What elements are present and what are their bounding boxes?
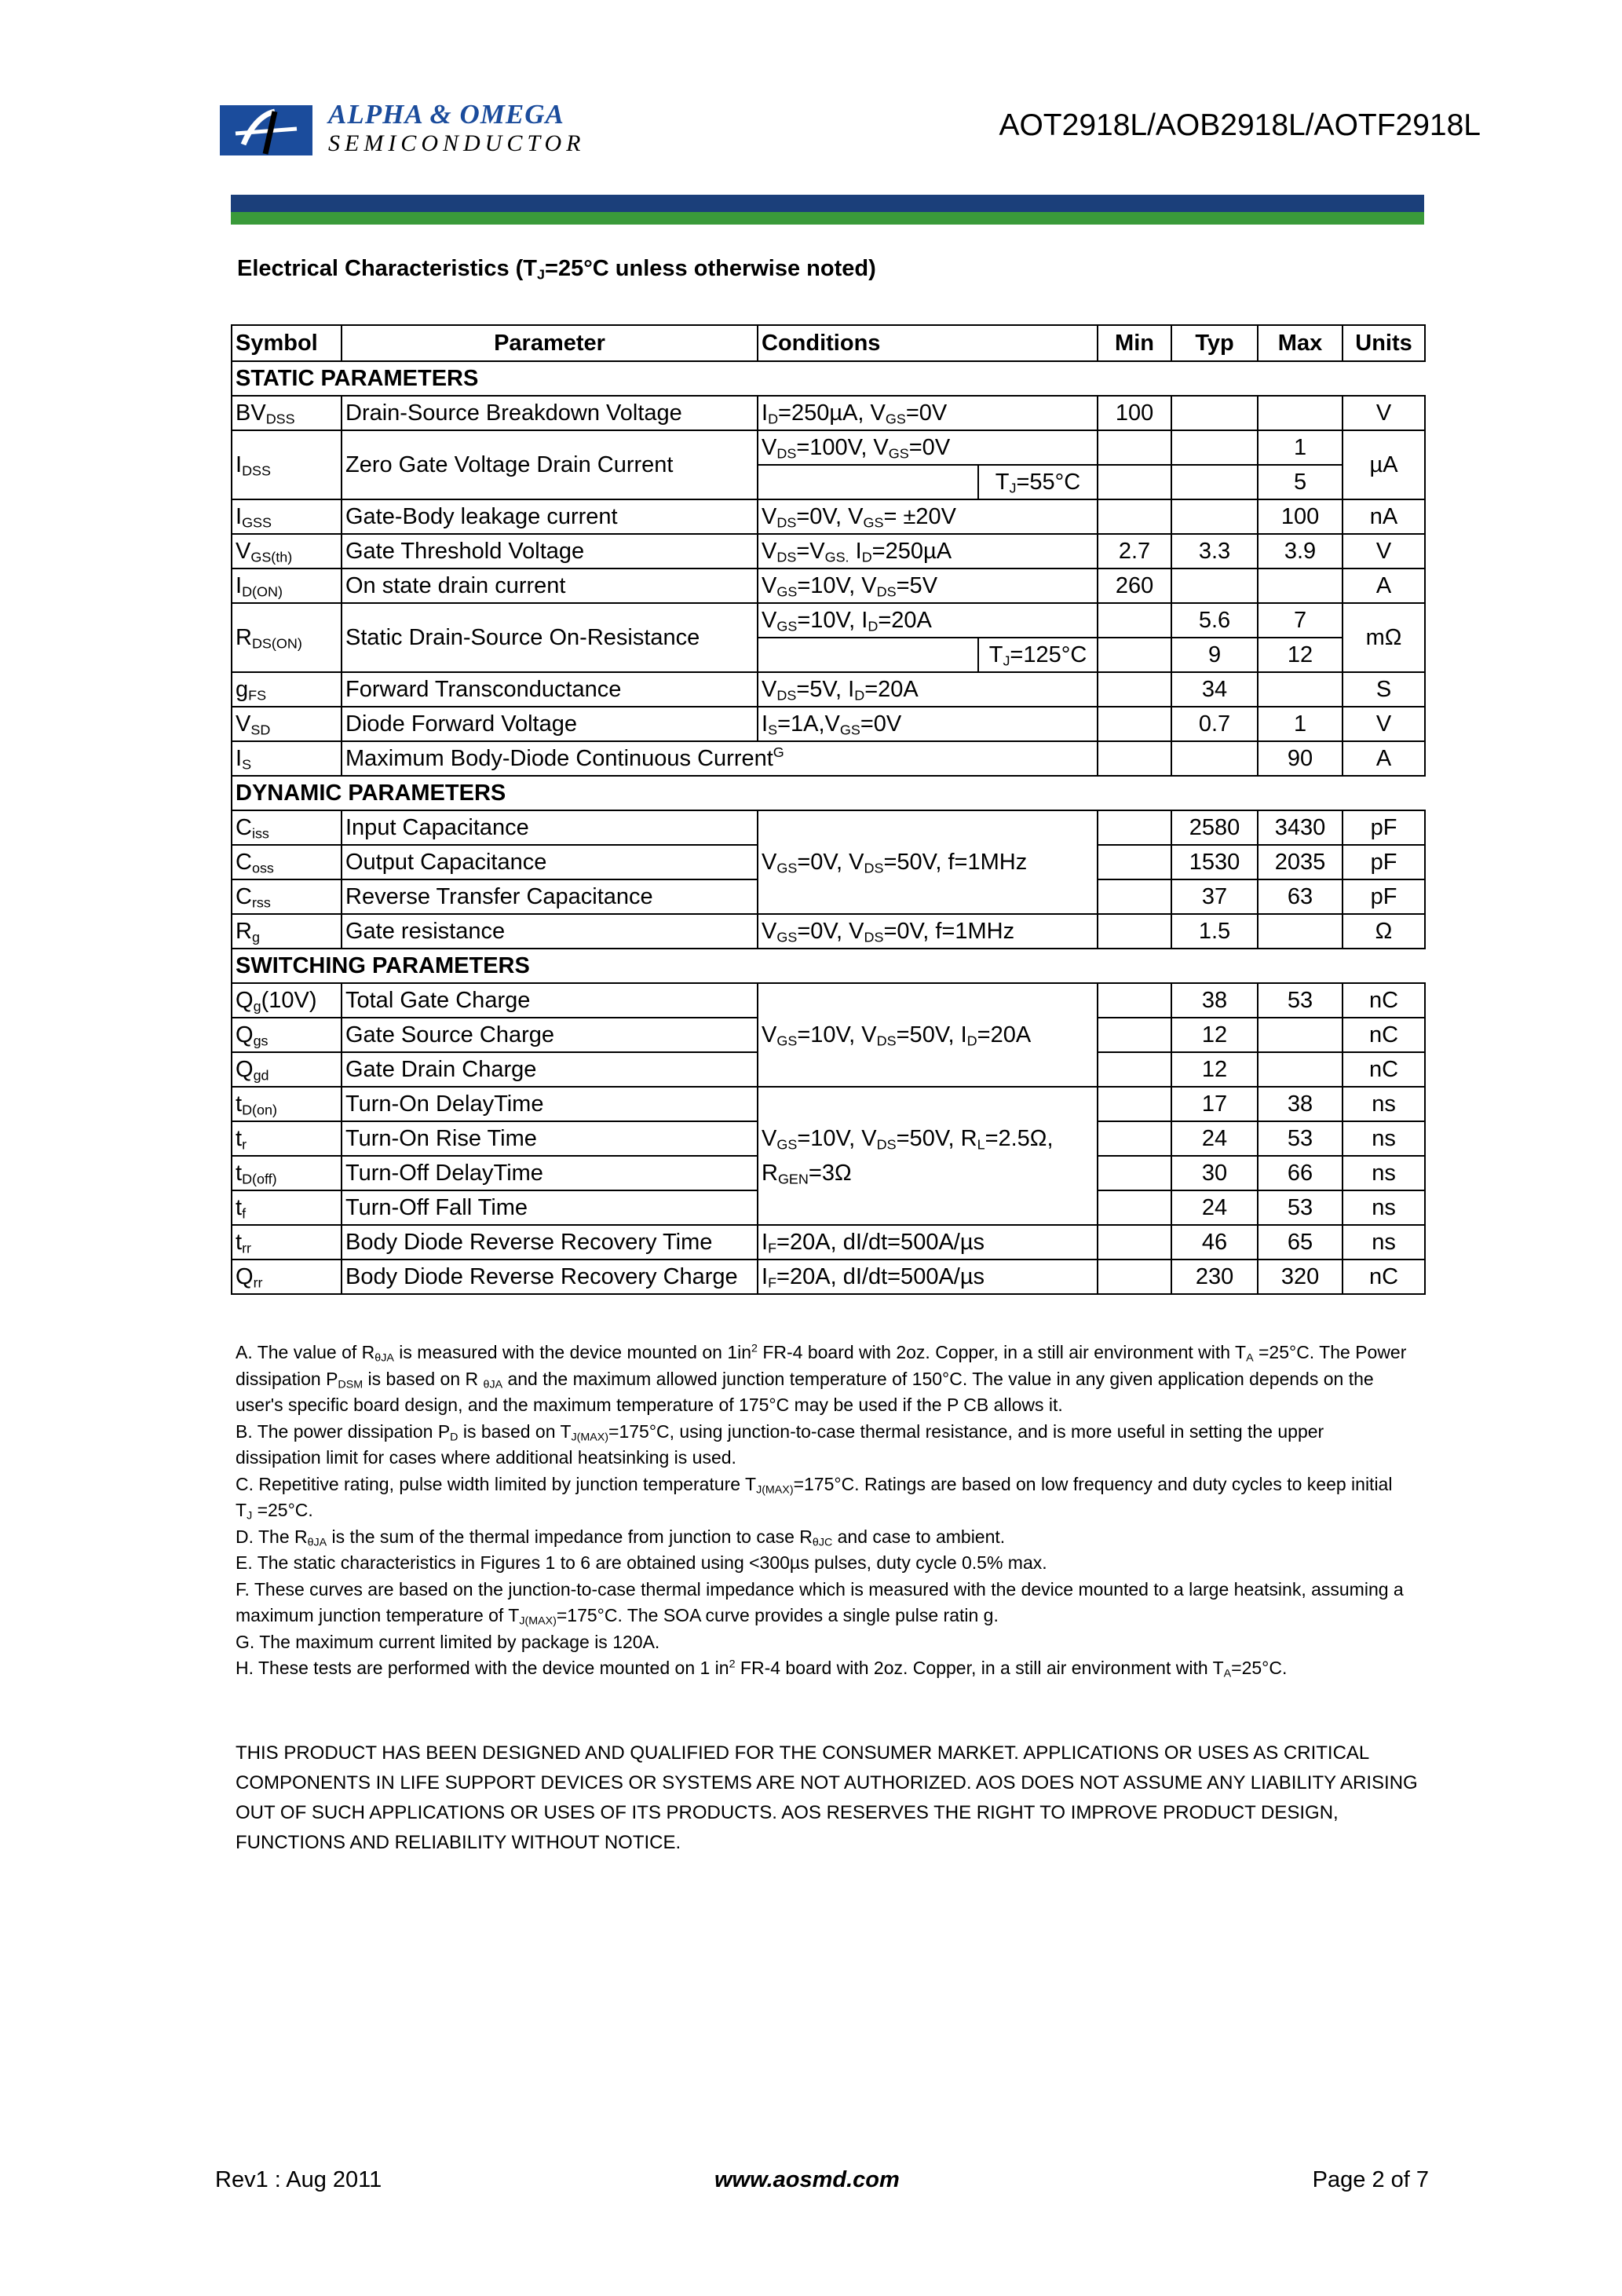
typ-cell: 12 (1171, 1018, 1258, 1052)
table-row (232, 569, 1425, 603)
max-cell: 53 (1258, 1190, 1343, 1225)
conditions-cell: $I_F=20A$, dI/dt=500A/µs (758, 1225, 1098, 1260)
min-cell (1098, 638, 1171, 672)
max-cell (1258, 1052, 1343, 1087)
table-row (232, 499, 1425, 534)
table-row (232, 741, 1425, 776)
table-header-row (232, 325, 1425, 361)
header-min: Min (1098, 325, 1171, 361)
min-cell (1098, 1156, 1171, 1190)
max-cell: 1 (1258, 707, 1343, 741)
table-row (232, 603, 1425, 638)
conditions-blank (758, 638, 978, 672)
symbol-cell: $BV_{DSS}$ (232, 396, 342, 430)
parameter-cell: Output Capacitance (342, 845, 758, 879)
section-dynamic: DYNAMIC PARAMETERS (232, 776, 1425, 810)
min-cell (1098, 914, 1171, 949)
parameter-cell: Diode Forward Voltage (342, 707, 758, 741)
typ-cell: 3.3 (1171, 534, 1258, 569)
max-cell: 53 (1258, 983, 1343, 1018)
symbol-cell: $g_{FS}$ (232, 672, 342, 707)
conditions-cell: $V_{GS}=10V$, $V_{DS}=5V$ (758, 569, 1098, 603)
conditions-cell: $V_{GS}=0V$, $V_{DS}=50V$, f=1MHz (758, 810, 1098, 914)
unit-cell: A (1343, 741, 1425, 776)
footer-url[interactable]: www.aosmd.com (714, 2167, 900, 2192)
section-row (232, 776, 1425, 810)
table-row (232, 810, 1425, 845)
unit-cell: nC (1343, 1260, 1425, 1294)
table-row (232, 1260, 1425, 1294)
max-cell (1258, 396, 1343, 430)
section-row (232, 949, 1425, 983)
note-b: B. The power dissipation $P_D$ is based on $T_{J(MAX)}=175^\circ C$, using junction-to-case thermal resistance, and is more useful in setting the upper dissipation limit for cases where additional heatsinking is used. (236, 1420, 1324, 1468)
symbol-cell: $I_{DSS}$ (232, 430, 342, 499)
part-number: AOT2918L/AOB2918L/AOTF2918L (999, 108, 1481, 142)
conditions-cell: $V_{GS}=0V$, $V_{DS}=0V$, f=1MHz (758, 914, 1098, 949)
typ-cell: 0.7 (1171, 707, 1258, 741)
parameter-cell: Turn-Off DelayTime (342, 1156, 758, 1190)
electrical-characteristics-table (231, 324, 1426, 1295)
header-units: Units (1343, 325, 1425, 361)
parameter-cell: Turn-Off Fall Time (342, 1190, 758, 1225)
table-row (232, 534, 1425, 569)
note-h: H. These tests are performed with the device mounted on 1 $in^2$ FR-4 board with 2oz. Copper, in a still air environment with $T_A=25^\circ C$. (236, 1658, 1288, 1680)
min-cell (1098, 1225, 1171, 1260)
typ-cell (1171, 465, 1258, 499)
note-c: C. Repetitive rating, pulse width limited by junction temperature $T_{J(MAX)}=175^\circ C$. Ratings are based on low frequency and duty cycles to keep initial $T_J =25^\circ C$. (236, 1473, 1393, 1523)
max-cell: 66 (1258, 1156, 1343, 1190)
typ-cell: 37 (1171, 879, 1258, 914)
max-cell: 90 (1258, 741, 1343, 776)
parameter-cell: Gate Drain Charge (342, 1052, 758, 1087)
unit-cell: V (1343, 396, 1425, 430)
max-cell: 7 (1258, 603, 1343, 638)
parameter-cell: Total Gate Charge (342, 983, 758, 1018)
typ-cell: 46 (1171, 1225, 1258, 1260)
conditions-cell: $I_F=20A$, dI/dt=500A/µs (758, 1260, 1098, 1294)
symbol-cell: $V_{SD}$ (232, 707, 342, 741)
max-cell: 3430 (1258, 810, 1343, 845)
table-row (232, 1087, 1425, 1121)
header-symbol: Symbol (232, 325, 342, 361)
conditions-cell: $V_{DS}=100V$, $V_{GS}=0V$ (758, 430, 1098, 465)
symbol-cell: $Q_{gd}$ (232, 1052, 342, 1087)
parameter-cell: Drain-Source Breakdown Voltage (342, 396, 758, 430)
max-cell: 320 (1258, 1260, 1343, 1294)
parameter-cell: Turn-On DelayTime (342, 1087, 758, 1121)
min-cell: 260 (1098, 569, 1171, 603)
max-cell: 1 (1258, 430, 1343, 465)
header-typ: Typ (1171, 325, 1258, 361)
typ-cell: 12 (1171, 1052, 1258, 1087)
max-cell: 65 (1258, 1225, 1343, 1260)
typ-cell: 5.6 (1171, 603, 1258, 638)
min-cell (1098, 603, 1171, 638)
disclaimer-line: FUNCTIONS AND RELIABILITY WITHOUT NOTICE. (236, 1832, 681, 1853)
symbol-cell: $C_{iss}$ (232, 810, 342, 845)
max-cell: 63 (1258, 879, 1343, 914)
note-a: A. The value of $R_{\theta JA}$ is measured with the device mounted on $1in^2$ FR-4 board with 2oz. Copper, in a still air environment with $T_A =25^\circ C$. The Power dissipation $P_{DSM}$ is based on R $_{\theta JA}$ and the maximum allowed junction temperature of 150°C. The value in any given application depends on the user's specific board design, and the maximum temperature of 175°C may be used if the P CB allows it. (236, 1342, 1407, 1415)
table-row (232, 430, 1425, 465)
typ-cell (1171, 430, 1258, 465)
header-bar-green (231, 212, 1424, 225)
max-cell: 53 (1258, 1121, 1343, 1156)
typ-cell (1171, 499, 1258, 534)
unit-cell: ns (1343, 1225, 1425, 1260)
parameter-cell: Reverse Transfer Capacitance (342, 879, 758, 914)
symbol-cell: $t_{D(on)}$ (232, 1087, 342, 1121)
brand-subtitle: SEMICONDUCTOR (328, 130, 586, 156)
parameter-cell: Gate-Body leakage current (342, 499, 758, 534)
symbol-cell: $I_{D(ON)}$ (232, 569, 342, 603)
unit-cell: mΩ (1343, 603, 1425, 672)
symbol-cell: $Q_g(10V)$ (232, 983, 342, 1018)
header-max: Max (1258, 325, 1343, 361)
symbol-cell: $t_f$ (232, 1190, 342, 1225)
footnotes (236, 1340, 1413, 1682)
min-cell (1098, 1190, 1171, 1225)
max-cell (1258, 914, 1343, 949)
min-cell (1098, 879, 1171, 914)
symbol-cell: $t_r$ (232, 1121, 342, 1156)
typ-cell: 17 (1171, 1087, 1258, 1121)
conditions-cell: $V_{GS}=10V$, $I_D=20A$ (758, 603, 1098, 638)
parameter-cell: Zero Gate Voltage Drain Current (342, 430, 758, 499)
symbol-cell: $C_{oss}$ (232, 845, 342, 879)
parameter-cell: Gate Threshold Voltage (342, 534, 758, 569)
section-static: STATIC PARAMETERS (232, 361, 1425, 396)
typ-cell: 9 (1171, 638, 1258, 672)
conditions-cell: $V_{DS}=5V$, $I_D=20A$ (758, 672, 1098, 707)
symbol-cell: $R_{DS(ON)}$ (232, 603, 342, 672)
conditions-cell: $V_{GS}=10V$, $V_{DS}=50V$, $R_L=2.5\Omega$, $R_{GEN}=3\Omega$ (758, 1087, 1098, 1225)
unit-cell: A (1343, 569, 1425, 603)
unit-cell: pF (1343, 810, 1425, 845)
min-cell (1098, 465, 1171, 499)
min-cell (1098, 1260, 1171, 1294)
conditions-temp-cell: $T_J=125^\circ C$ (978, 638, 1098, 672)
unit-cell: ns (1343, 1190, 1425, 1225)
unit-cell: Ω (1343, 914, 1425, 949)
min-cell (1098, 672, 1171, 707)
unit-cell: pF (1343, 879, 1425, 914)
min-cell (1098, 983, 1171, 1018)
logo-mark-icon (220, 105, 312, 155)
max-cell: 5 (1258, 465, 1343, 499)
typ-cell: 1530 (1171, 845, 1258, 879)
max-cell: 2035 (1258, 845, 1343, 879)
symbol-cell: $C_{rss}$ (232, 879, 342, 914)
unit-cell: nC (1343, 1052, 1425, 1087)
parameter-cell: Body Diode Reverse Recovery Time (342, 1225, 758, 1260)
parameter-cell: Body Diode Reverse Recovery Charge (342, 1260, 758, 1294)
typ-cell: 34 (1171, 672, 1258, 707)
max-cell: 100 (1258, 499, 1343, 534)
table-row (232, 707, 1425, 741)
parameter-cell: Turn-On Rise Time (342, 1121, 758, 1156)
symbol-cell: $t_{D(off)}$ (232, 1156, 342, 1190)
typ-cell: 24 (1171, 1121, 1258, 1156)
min-cell (1098, 1121, 1171, 1156)
max-cell (1258, 1018, 1343, 1052)
min-cell (1098, 741, 1171, 776)
conditions-cell: $V_{GS}=10V$, $V_{DS}=50V$, $I_D=20A$ (758, 983, 1098, 1087)
min-cell (1098, 1052, 1171, 1087)
conditions-temp-cell: $T_J=55^\circ C$ (978, 465, 1098, 499)
unit-cell: ns (1343, 1156, 1425, 1190)
conditions-cell: $I_S=1A,V_{GS}=0V$ (758, 707, 1098, 741)
typ-cell (1171, 396, 1258, 430)
parameter-cell: Static Drain-Source On-Resistance (342, 603, 758, 672)
unit-cell: S (1343, 672, 1425, 707)
parameter-cell: Gate Source Charge (342, 1018, 758, 1052)
disclaimer-line: THIS PRODUCT HAS BEEN DESIGNED AND QUALIFIED FOR THE CONSUMER MARKET. APPLICATIONS OR USES AS CRITICAL (236, 1742, 1370, 1764)
max-cell (1258, 672, 1343, 707)
typ-cell: 24 (1171, 1190, 1258, 1225)
note-f: F. These curves are based on the junction-to-case thermal impedance which is measured with the device mounted to a large heatsink, assuming a maximum junction temperature of $T_{J(MAX)}=175^\circ C$. The SOA curve provides a single pulse ratin g. (236, 1578, 1404, 1628)
unit-cell: pF (1343, 845, 1425, 879)
symbol-cell: $V_{GS(th)}$ (232, 534, 342, 569)
symbol-cell: $I_S$ (232, 741, 342, 776)
footer-revision: Rev1 : Aug 2011 (215, 2167, 382, 2192)
header-bar-blue (231, 195, 1424, 212)
symbol-cell: $Q_{gs}$ (232, 1018, 342, 1052)
typ-cell (1171, 741, 1258, 776)
disclaimer-line: COMPONENTS IN LIFE SUPPORT DEVICES OR SYSTEMS ARE NOT AUTHORIZED. AOS DOES NOT ASSUME ANY LIABILITY ARISING (236, 1772, 1418, 1793)
footer-page-number: Page 2 of 7 (1312, 2167, 1429, 2192)
max-cell: 3.9 (1258, 534, 1343, 569)
unit-cell: V (1343, 534, 1425, 569)
symbol-cell: $R_g$ (232, 914, 342, 949)
typ-cell: 38 (1171, 983, 1258, 1018)
conditions-cell: $I_D=250\mu A$, $V_{GS}=0V$ (758, 396, 1098, 430)
min-cell (1098, 810, 1171, 845)
symbol-cell: $t_{rr}$ (232, 1225, 342, 1260)
note-g: G. The maximum current limited by package is 120A. (236, 1631, 660, 1652)
unit-cell: ns (1343, 1121, 1425, 1156)
parameter-cell: On state drain current (342, 569, 758, 603)
conditions-cell: $V_{DS}=0V$, $V_{GS}= \pm 20V$ (758, 499, 1098, 534)
table-row (232, 672, 1425, 707)
table-row (232, 983, 1425, 1018)
section-row (232, 361, 1425, 396)
typ-cell: 2580 (1171, 810, 1258, 845)
section-switching: SWITCHING PARAMETERS (232, 949, 1425, 983)
min-cell: 100 (1098, 396, 1171, 430)
brand-name: ALPHA & OMEGA (328, 99, 564, 130)
max-cell: 12 (1258, 638, 1343, 672)
unit-cell: nC (1343, 983, 1425, 1018)
note-d: D. The $R_{\theta JA}$ is the sum of the thermal impedance from junction to case $R_{\theta JC}$ and case to ambient. (236, 1526, 1006, 1549)
typ-cell: 30 (1171, 1156, 1258, 1190)
min-cell (1098, 430, 1171, 465)
table-row (232, 1225, 1425, 1260)
min-cell: 2.7 (1098, 534, 1171, 569)
typ-cell (1171, 569, 1258, 603)
max-cell: 38 (1258, 1087, 1343, 1121)
min-cell (1098, 845, 1171, 879)
company-logo (220, 105, 312, 155)
parameter-cell: Forward Transconductance (342, 672, 758, 707)
min-cell (1098, 499, 1171, 534)
max-cell (1258, 569, 1343, 603)
typ-cell: 230 (1171, 1260, 1258, 1294)
parameter-cell: Gate resistance (342, 914, 758, 949)
conditions-blank (758, 465, 978, 499)
disclaimer-line: OUT OF SUCH APPLICATIONS OR USES OF ITS PRODUCTS. AOS RESERVES THE RIGHT TO IMPROVE PRODUCT DESIGN, (236, 1802, 1339, 1823)
parameter-cell: Input Capacitance (342, 810, 758, 845)
min-cell (1098, 707, 1171, 741)
min-cell (1098, 1018, 1171, 1052)
header-parameter: Parameter (342, 325, 758, 361)
note-e: E. The static characteristics in Figures 1 to 6 are obtained using <300µs pulses, duty cycle 0.5% max. (236, 1552, 1047, 1573)
unit-cell: ns (1343, 1087, 1425, 1121)
table-row (232, 914, 1425, 949)
unit-cell: nA (1343, 499, 1425, 534)
symbol-cell: $Q_{rr}$ (232, 1260, 342, 1294)
symbol-cell: $I_{GSS}$ (232, 499, 342, 534)
conditions-cell: $V_{DS}=V_{GS.}$ $I_D=250\mu A$ (758, 534, 1098, 569)
typ-cell: 1.5 (1171, 914, 1258, 949)
unit-cell: µA (1343, 430, 1425, 499)
disclaimer (236, 1738, 1460, 1858)
section-title: Electrical Characteristics ($T_J=25^\circ C$ unless otherwise noted) (237, 256, 876, 283)
parameter-cell: Maximum Body-Diode Continuous Current$^G$ (342, 741, 1098, 776)
header-conditions: Conditions (758, 325, 1098, 361)
unit-cell: nC (1343, 1018, 1425, 1052)
unit-cell: V (1343, 707, 1425, 741)
table-row (232, 396, 1425, 430)
min-cell (1098, 1087, 1171, 1121)
